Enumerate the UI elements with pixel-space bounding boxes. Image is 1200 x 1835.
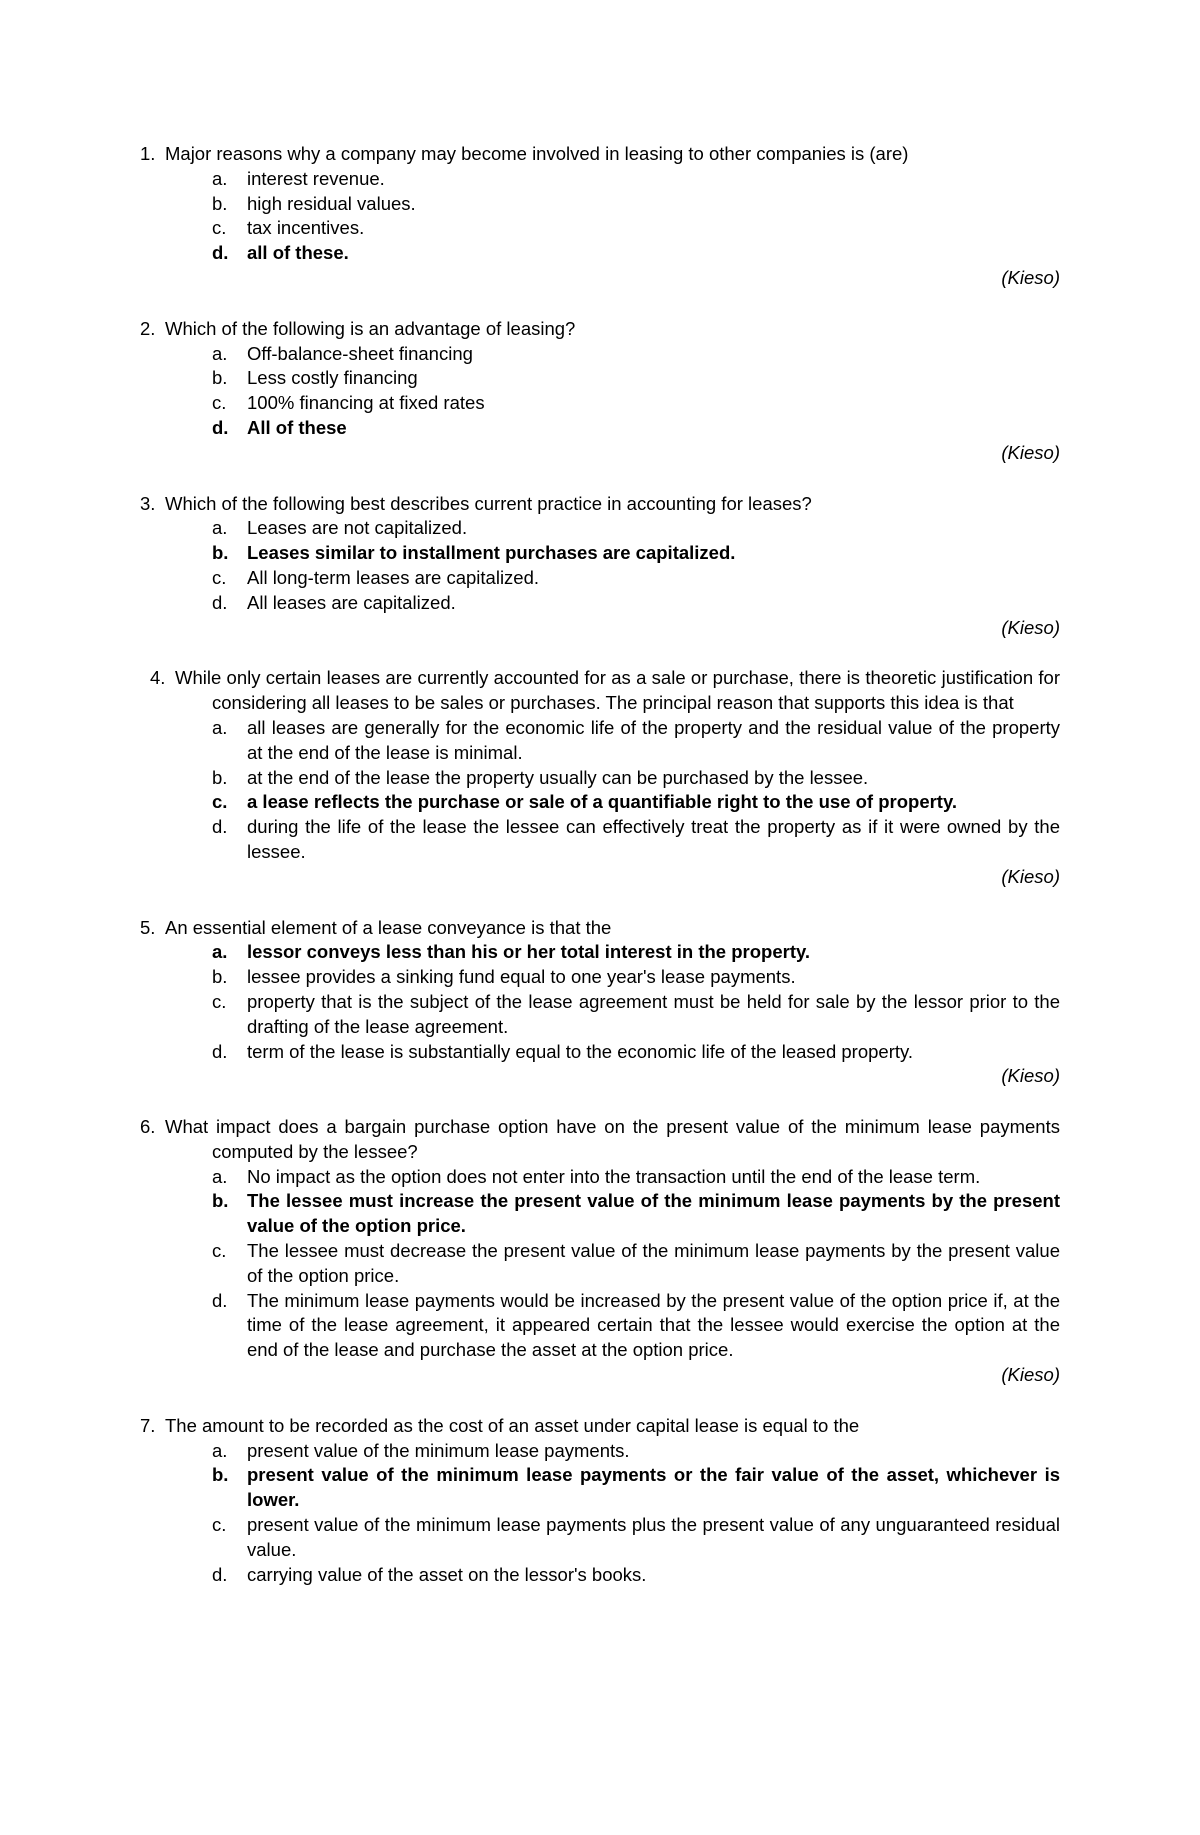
option-letter: d. — [212, 1563, 228, 1585]
question-number: 2. — [140, 317, 156, 339]
option-letter: b. — [212, 192, 228, 214]
answer-option-correct — [140, 1463, 1060, 1513]
option-text: all of these. — [247, 242, 349, 264]
option-text: term of the lease is substantially equal to the economic life of the leased property. — [247, 1040, 914, 1062]
answer-options — [140, 1439, 1060, 1588]
option-letter: b. — [212, 766, 228, 788]
answer-option — [140, 1563, 1060, 1588]
option-letter: d. — [212, 1040, 228, 1062]
answer-option — [140, 192, 1060, 217]
source-citation: (Kieso) — [1001, 441, 1060, 463]
answer-option — [140, 1165, 1060, 1190]
answer-option — [140, 815, 1060, 865]
option-letter: a. — [212, 716, 228, 738]
option-letter: d. — [212, 242, 229, 264]
option-text: Leases are not capitalized. — [247, 517, 468, 539]
option-text: Less costly financing — [247, 367, 418, 389]
option-text: present value of the minimum lease payments plus the present value of any unguaranteed residual value. — [247, 1514, 1060, 1560]
question-text: Which of the following best describes current practice in accounting for leases? — [165, 492, 812, 514]
source-citation: (Kieso) — [1001, 616, 1060, 638]
question-text: While only certain leases are currently accounted for as a sale or purchase, there is theoretic justification for considering all leases to be sales or purchases. The principal reason that supports this idea is that — [175, 667, 1060, 714]
question-stem — [140, 666, 1060, 716]
option-text: tax incentives. — [247, 217, 365, 239]
answer-option — [140, 1289, 1060, 1363]
answer-options — [140, 1165, 1060, 1363]
answer-options — [140, 516, 1060, 615]
answer-options — [140, 167, 1060, 266]
answer-options — [140, 940, 1060, 1064]
answer-option — [140, 766, 1060, 791]
option-letter: d. — [212, 591, 228, 613]
option-letter: c. — [212, 217, 227, 239]
answer-option-correct — [140, 241, 1060, 266]
option-letter: c. — [212, 566, 227, 588]
answer-option-correct — [140, 541, 1060, 566]
question-number: 5. — [140, 916, 156, 938]
option-text: 100% financing at fixed rates — [247, 392, 485, 414]
answer-option — [140, 391, 1060, 416]
question-text: What impact does a bargain purchase option have on the present value of the minimum lease payments computed by the lessee? — [165, 1116, 1060, 1162]
answer-option — [140, 1513, 1060, 1563]
option-text: lessor conveys less than his or her total interest in the property. — [247, 941, 811, 963]
option-text: at the end of the lease the property usually can be purchased by the lessee. — [247, 766, 869, 788]
question-stem — [140, 142, 1060, 167]
option-letter: c. — [212, 791, 228, 813]
question-item — [140, 492, 1060, 641]
option-text: high residual values. — [247, 192, 416, 214]
option-text: all leases are generally for the economic life of the property and the residual value of the property at the end of the lease is minimal. — [247, 716, 1060, 763]
option-letter: b. — [212, 1190, 229, 1212]
option-text: All leases are capitalized. — [247, 591, 456, 613]
question-list — [140, 142, 1060, 1613]
question-text: The amount to be recorded as the cost of an asset under capital lease is equal to the — [165, 1414, 860, 1436]
question-text: An essential element of a lease conveyance is that the — [165, 916, 612, 938]
option-letter: b. — [212, 1464, 229, 1486]
answer-option-correct — [140, 940, 1060, 965]
answer-options — [140, 342, 1060, 441]
option-text: interest revenue. — [247, 167, 385, 189]
question-stem — [140, 492, 1060, 517]
answer-option — [140, 366, 1060, 391]
option-letter: c. — [212, 990, 227, 1012]
answer-option — [140, 1040, 1060, 1065]
option-letter: a. — [212, 941, 228, 963]
option-text: a lease reflects the purchase or sale of a quantifiable right to the use of property. — [247, 791, 958, 813]
question-stem — [140, 317, 1060, 342]
option-letter: b. — [212, 966, 228, 988]
answer-option — [140, 167, 1060, 192]
answer-option — [140, 1239, 1060, 1289]
source-citation: (Kieso) — [1001, 1364, 1060, 1386]
question-stem — [140, 1115, 1060, 1165]
option-letter: d. — [212, 416, 229, 438]
option-letter: a. — [212, 517, 228, 539]
option-text: present value of the minimum lease payments. — [247, 1439, 630, 1461]
answer-option-correct — [140, 1189, 1060, 1239]
option-text: property that is the subject of the lease agreement must be held for sale by the lessor prior to the drafting of the lease agreement. — [247, 990, 1060, 1037]
option-letter: b. — [212, 542, 229, 564]
answer-option — [140, 342, 1060, 367]
question-item — [140, 666, 1060, 889]
answer-option — [140, 990, 1060, 1040]
source-citation: (Kieso) — [1001, 266, 1060, 288]
question-text: Which of the following is an advantage of leasing? — [165, 317, 576, 339]
option-text: The lessee must increase the present value of the minimum lease payments by the present value of the option price. — [247, 1190, 1060, 1237]
option-letter: c. — [212, 392, 227, 414]
answer-option — [140, 591, 1060, 616]
option-letter: d. — [212, 1289, 228, 1311]
option-letter: a. — [212, 342, 228, 364]
answer-option-correct — [140, 790, 1060, 815]
answer-option — [140, 566, 1060, 591]
option-letter: b. — [212, 367, 228, 389]
option-text: The lessee must decrease the present value of the minimum lease payments by the present value of the option price. — [247, 1240, 1060, 1286]
option-letter: d. — [212, 816, 228, 838]
answer-option — [140, 216, 1060, 241]
option-text: The minimum lease payments would be increased by the present value of the option price if, at the time of the lease agreement, it appeared certain that the lessee would exercise the option at the end of the lease and purchase the asset at the option price. — [247, 1289, 1060, 1361]
question-item — [140, 916, 1060, 1090]
source-citation: (Kieso) — [1001, 1065, 1060, 1087]
question-number: 7. — [140, 1414, 156, 1436]
question-item — [140, 1414, 1060, 1588]
question-number: 6. — [140, 1116, 156, 1138]
answer-option — [140, 716, 1060, 766]
question-item — [140, 142, 1060, 291]
option-text: All long-term leases are capitalized. — [247, 566, 540, 588]
option-text: present value of the minimum lease payments or the fair value of the asset, whichever is lower. — [247, 1464, 1060, 1511]
option-letter: a. — [212, 1165, 228, 1187]
option-letter: c. — [212, 1240, 227, 1262]
option-letter: c. — [212, 1514, 227, 1536]
answer-options — [140, 716, 1060, 865]
answer-option-correct — [140, 416, 1060, 441]
answer-option — [140, 965, 1060, 990]
option-text: during the life of the lease the lessee can effectively treat the property as if it were owned by the lessee. — [247, 816, 1060, 862]
question-text: Major reasons why a company may become involved in leasing to other companies is (are) — [165, 143, 909, 164]
question-number: 1. — [140, 143, 156, 164]
option-letter: a. — [212, 167, 228, 189]
option-text: No impact as the option does not enter into the transaction until the end of the lease term. — [247, 1165, 981, 1187]
question-item — [140, 1115, 1060, 1388]
question-stem — [140, 916, 1060, 941]
option-text: Off-balance-sheet financing — [247, 342, 473, 364]
option-text: lessee provides a sinking fund equal to one year's lease payments. — [247, 966, 796, 988]
option-text: Leases similar to installment purchases are capitalized. — [247, 542, 736, 564]
option-letter: a. — [212, 1439, 228, 1461]
answer-option — [140, 516, 1060, 541]
option-text: All of these — [247, 416, 347, 438]
question-number: 4. — [150, 667, 166, 689]
answer-option — [140, 1439, 1060, 1464]
question-number: 3. — [140, 492, 156, 514]
source-citation: (Kieso) — [1001, 865, 1060, 887]
question-stem — [140, 1414, 1060, 1439]
question-item — [140, 317, 1060, 466]
option-text: carrying value of the asset on the lessor's books. — [247, 1563, 647, 1585]
